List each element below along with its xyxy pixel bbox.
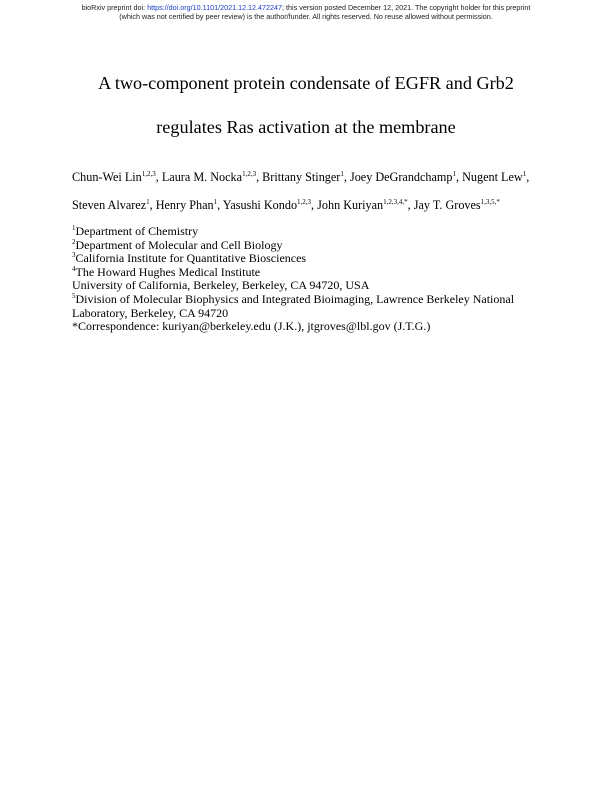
author: Joey DeGrandchamp$^1$, <box>349 170 463 184</box>
author: Laura M. Nocka$^{1,2,3}$, <box>161 170 263 184</box>
affiliation: $^5$Division of Molecular Biophysics and Integrated Bioimaging, Lawrence Berkeley National <box>72 291 515 306</box>
preprint-header <box>0 4 612 21</box>
header-line-1: bioRxiv preprint doi: https://doi.org/10.1101/2021.12.12.472247; this version posted December 12, 2021. The copyright holder for this preprint <box>81 3 531 12</box>
paper-title-line-2: regulates Ras activation at the membrane <box>156 117 456 137</box>
affiliation-address: University of California, Berkeley, Berkeley, CA 94720, USA <box>72 278 370 293</box>
author-list-line-2 <box>72 198 500 213</box>
affiliation: $^3$California Institute for Quantitative Biosciences <box>72 251 307 266</box>
affiliation-address: Laboratory, Berkeley, CA 94720 <box>72 305 229 320</box>
author: Nugent Lew$^1$, <box>462 170 530 184</box>
doi-link[interactable]: https://doi.org/10.1101/2021.12.12.472247 <box>147 3 283 12</box>
affiliation: $^2$Department of Molecular and Cell Biology <box>72 237 283 252</box>
affiliation: $^1$Department of Chemistry <box>72 224 199 238</box>
author: Brittany Stinger$^1$, <box>262 170 350 184</box>
header-line-2: (which was not certified by peer review) is the author/funder. All rights reserved. No reuse allowed without permission. <box>119 11 493 21</box>
correspondence: *Correspondence: kuriyan@berkeley.edu (J.K.), jtgroves@lbl.gov (J.T.G.) <box>72 319 431 334</box>
author: Steven Alvarez$^1$, <box>72 198 156 212</box>
author: John Kuriyan$^{1,2,3,4,*}$, <box>317 198 414 212</box>
author: Chun-Wei Lin$^{1,2,3}$, <box>72 170 162 184</box>
author-list-line-1 <box>72 170 529 185</box>
author: Jay T. Groves$^{1,3,5,*}$ <box>413 198 500 212</box>
author: Henry Phan$^1$, <box>155 198 223 212</box>
affiliation: $^4$The Howard Hughes Medical Institute <box>72 264 261 279</box>
affiliations <box>72 225 514 334</box>
paper-title-line-1: A two-component protein condensate of EGFR and Grb2 <box>98 73 514 93</box>
author: Yasushi Kondo$^{1,2,3}$, <box>222 198 318 212</box>
